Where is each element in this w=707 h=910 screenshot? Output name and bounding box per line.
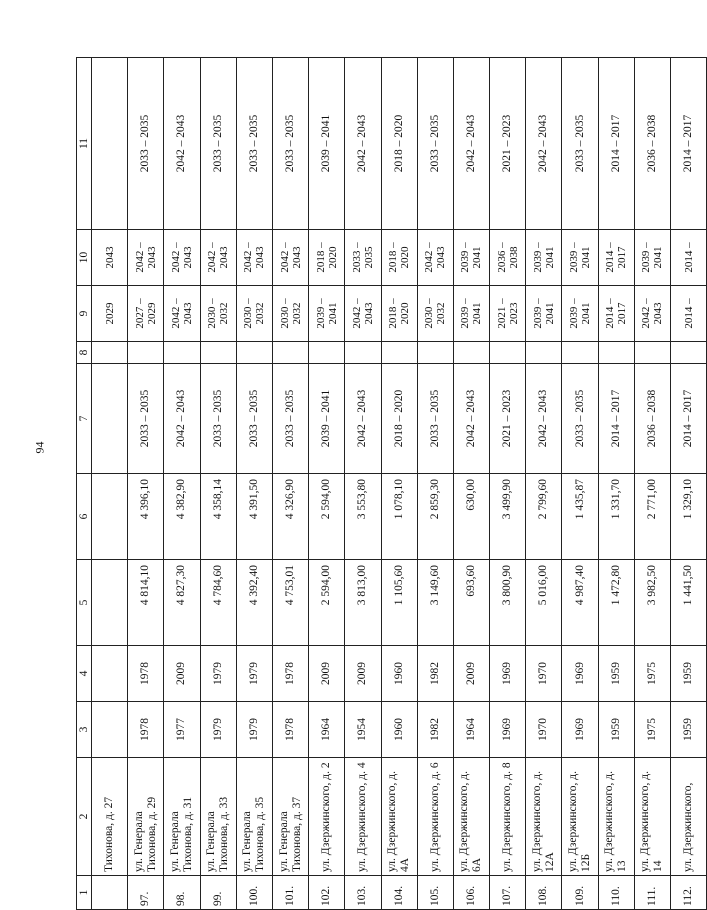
table-cell: 4 814,10: [128, 560, 164, 646]
table-cell: 1970: [526, 702, 562, 758]
table-row: [309, 58, 345, 910]
table-cell: 1979: [236, 702, 272, 758]
column-header: 3: [77, 702, 92, 758]
table-cell: 2033 – 2035: [200, 58, 236, 230]
table-row: [200, 58, 236, 910]
table-cell: 2 771,00: [634, 474, 670, 560]
housing-schedule-table: [76, 57, 707, 910]
table-cell: 2039 – 2041: [562, 286, 598, 342]
table-cell: 2030 – 2032: [272, 286, 308, 342]
table-cell: 1970: [526, 646, 562, 702]
table-cell: 1969: [490, 702, 526, 758]
table-cell: 2 594,00: [309, 474, 345, 560]
table-cell: 1975: [634, 702, 670, 758]
table-cell: 4 326,90: [272, 474, 308, 560]
table-cell: [490, 342, 526, 364]
table-cell: 2021 – 2023: [490, 286, 526, 342]
table-cell: 2033 – 2035: [236, 364, 272, 474]
table-cell: 2033 – 2035: [417, 364, 453, 474]
column-header: 6: [77, 474, 92, 560]
table-cell: 100.: [236, 876, 272, 910]
table-cell: 2018 – 2020: [309, 230, 345, 286]
table-row: [598, 58, 634, 910]
table-cell: [92, 702, 128, 758]
table-cell: 1 078,10: [381, 474, 417, 560]
table-cell: 2039 – 2041: [526, 230, 562, 286]
table-cell: 2042 – 2043: [272, 230, 308, 286]
column-header: 5: [77, 560, 92, 646]
table-cell: [272, 342, 308, 364]
table-cell: 2039 – 2041: [309, 286, 345, 342]
table-cell: 2014 – 2017: [598, 58, 634, 230]
table-cell: 2014 –: [671, 286, 707, 342]
table-cell: 107.: [490, 876, 526, 910]
table-cell: 2033 – 2035: [272, 58, 308, 230]
column-header: 8: [77, 342, 92, 364]
table-cell: 2009: [309, 646, 345, 702]
table-cell: 4 392,40: [236, 560, 272, 646]
table-cell: 2027 – 2029: [128, 286, 164, 342]
table-cell: 2009: [453, 646, 489, 702]
table-cell: 2042 – 2043: [128, 230, 164, 286]
table-cell: 2021 – 2023: [490, 58, 526, 230]
table-cell: 2042 – 2043: [634, 286, 670, 342]
table-cell: 2009: [345, 646, 381, 702]
table-cell: 2039 – 2041: [562, 230, 598, 286]
table-row: [272, 58, 308, 910]
rotated-table-container: [76, 58, 695, 910]
column-header: 7: [77, 364, 92, 474]
table-cell: 103.: [345, 876, 381, 910]
table-cell: 2039 – 2041: [309, 364, 345, 474]
table-cell: 2030 – 2032: [417, 286, 453, 342]
table-cell: 101.: [272, 876, 308, 910]
table-cell: 2 594,00: [309, 560, 345, 646]
table-cell: 5 016,00: [526, 560, 562, 646]
table-cell: [562, 342, 598, 364]
table-cell: 1978: [272, 646, 308, 702]
table-row: [164, 58, 200, 910]
table-cell: 2042 – 2043: [236, 230, 272, 286]
table-cell: [671, 342, 707, 364]
table-cell: 2036 – 2038: [490, 230, 526, 286]
table-cell: [92, 474, 128, 560]
table-cell: 2030 – 2032: [200, 286, 236, 342]
table-cell: 2039 – 2041: [309, 58, 345, 230]
table-cell: 1982: [417, 702, 453, 758]
table-cell: 3 499,90: [490, 474, 526, 560]
table-cell: 2018 – 2020: [381, 58, 417, 230]
table-cell: [92, 560, 128, 646]
table-cell: [164, 342, 200, 364]
table-cell: [634, 342, 670, 364]
table-cell: 2033 – 2035: [128, 58, 164, 230]
table-cell: 2033 – 2035: [562, 364, 598, 474]
table-cell: 630,00: [453, 474, 489, 560]
table-cell: 4 753,01: [272, 560, 308, 646]
table-cell: Тихонова, д. 27: [92, 758, 128, 876]
table-cell: 1 472,80: [598, 560, 634, 646]
table-cell: ул. Дзержинского, д. 12А: [526, 758, 562, 876]
table-cell: 2042 – 2043: [345, 364, 381, 474]
table-cell: [417, 342, 453, 364]
table-cell: [92, 58, 128, 230]
table-cell: 2014 – 2017: [598, 230, 634, 286]
table-cell: 99.: [200, 876, 236, 910]
table-cell: 1964: [453, 702, 489, 758]
table-cell: [200, 342, 236, 364]
column-header: 11: [77, 58, 92, 230]
table-cell: 2042 – 2043: [453, 58, 489, 230]
table-cell: 106.: [453, 876, 489, 910]
table-cell: 2 799,60: [526, 474, 562, 560]
table-cell: 2033 – 2035: [272, 364, 308, 474]
table-cell: 2033 – 2035: [562, 58, 598, 230]
table-cell: 2042 – 2043: [417, 230, 453, 286]
table-row: [381, 58, 417, 910]
table-cell: 1969: [562, 702, 598, 758]
table-cell: [309, 342, 345, 364]
table-cell: 98.: [164, 876, 200, 910]
table-cell: 2014 –: [671, 230, 707, 286]
table-cell: 1959: [598, 702, 634, 758]
table-cell: [92, 342, 128, 364]
table-cell: ул. Генерала Тихонова, д. 37: [272, 758, 308, 876]
table-cell: 102.: [309, 876, 345, 910]
table-cell: 2042 – 2043: [164, 286, 200, 342]
table-cell: 2014 – 2017: [598, 364, 634, 474]
table-cell: [598, 342, 634, 364]
table-cell: 109.: [562, 876, 598, 910]
table-cell: 110.: [598, 876, 634, 910]
table-cell: 2009: [164, 646, 200, 702]
table-cell: 2014 – 2017: [598, 286, 634, 342]
table-cell: 2039 – 2041: [526, 286, 562, 342]
table-row: [526, 58, 562, 910]
table-cell: 1978: [128, 646, 164, 702]
table-row: [236, 58, 272, 910]
table-cell: 112.: [671, 876, 707, 910]
table-cell: 1 441,50: [671, 560, 707, 646]
table-cell: 4 987,40: [562, 560, 598, 646]
table-cell: 1 105,60: [381, 560, 417, 646]
table-cell: 4 827,30: [164, 560, 200, 646]
table-cell: ул. Дзержинского,: [671, 758, 707, 876]
table-row: [671, 58, 707, 910]
table-cell: 104.: [381, 876, 417, 910]
table-cell: 2021 – 2023: [490, 364, 526, 474]
table-cell: 2042 – 2043: [200, 230, 236, 286]
table-row: [453, 58, 489, 910]
table-cell: 1959: [671, 646, 707, 702]
table-cell: 2018 – 2020: [381, 230, 417, 286]
table-cell: ул. Генерала Тихонова, д. 33: [200, 758, 236, 876]
table-cell: 1964: [309, 702, 345, 758]
table-cell: 4 382,90: [164, 474, 200, 560]
table-cell: ул. Генерала Тихонова, д. 29: [128, 758, 164, 876]
table-cell: 2042 – 2043: [453, 364, 489, 474]
table-cell: 4 358,14: [200, 474, 236, 560]
table-cell: 2029: [92, 286, 128, 342]
table-cell: [526, 342, 562, 364]
column-header: 4: [77, 646, 92, 702]
table-cell: 1969: [490, 646, 526, 702]
table-cell: ул. Дзержинского, д. 13: [598, 758, 634, 876]
table-cell: 693,60: [453, 560, 489, 646]
table-cell: [453, 342, 489, 364]
table-cell: 2042 – 2043: [526, 364, 562, 474]
table-cell: 3 149,60: [417, 560, 453, 646]
table-cell: 1959: [671, 702, 707, 758]
column-header: 9: [77, 286, 92, 342]
table-cell: 1977: [164, 702, 200, 758]
table-cell: 4 784,60: [200, 560, 236, 646]
table-row: [417, 58, 453, 910]
table-cell: 97.: [128, 876, 164, 910]
table-row: [92, 58, 128, 910]
table-cell: 3 800,90: [490, 560, 526, 646]
table-cell: 2014 – 2017: [671, 364, 707, 474]
table-cell: 1959: [598, 646, 634, 702]
column-header: 1: [77, 876, 92, 910]
table-cell: 2018 – 2020: [381, 286, 417, 342]
table-row: [634, 58, 670, 910]
table-cell: [381, 342, 417, 364]
table-cell: 105.: [417, 876, 453, 910]
table-cell: ул. Дзержинского, д. 4А: [381, 758, 417, 876]
table-cell: ул. Дзержинского, д. 14: [634, 758, 670, 876]
table-cell: ул. Генерала Тихонова, д. 31: [164, 758, 200, 876]
table-cell: 2042 – 2043: [164, 230, 200, 286]
table-cell: 1960: [381, 646, 417, 702]
table-cell: 4 391,50: [236, 474, 272, 560]
table-cell: 3 813,00: [345, 560, 381, 646]
table-cell: 3 553,80: [345, 474, 381, 560]
table-cell: ул. Дзержинского, д. 4: [345, 758, 381, 876]
table-cell: 1979: [236, 646, 272, 702]
table-cell: 1982: [417, 646, 453, 702]
table-cell: 1969: [562, 646, 598, 702]
table-cell: 111.: [634, 876, 670, 910]
table-cell: ул. Дзержинского, д. 12Б: [562, 758, 598, 876]
table-cell: 2042 – 2043: [345, 286, 381, 342]
table-cell: 1960: [381, 702, 417, 758]
table-cell: 1 435,87: [562, 474, 598, 560]
table-cell: [92, 876, 128, 910]
table-cell: 2042 – 2043: [164, 58, 200, 230]
table-cell: ул. Дзержинского, д. 6: [417, 758, 453, 876]
table-row: [562, 58, 598, 910]
table-cell: 4 396,10: [128, 474, 164, 560]
table-cell: 1978: [272, 702, 308, 758]
table-cell: 1979: [200, 646, 236, 702]
table-cell: 2033 – 2035: [236, 58, 272, 230]
table-cell: 2014 – 2017: [671, 58, 707, 230]
page-number: 94: [32, 441, 47, 454]
table-cell: ул. Дзержинского, д. 6А: [453, 758, 489, 876]
table-header-row: [77, 58, 92, 910]
table-cell: ул. Генерала Тихонова, д. 35: [236, 758, 272, 876]
table-row: [490, 58, 526, 910]
table-cell: 2042 – 2043: [164, 364, 200, 474]
table-cell: 2018 – 2020: [381, 364, 417, 474]
table-cell: 1979: [200, 702, 236, 758]
table-cell: 1 331,70: [598, 474, 634, 560]
table-cell: 2043: [92, 230, 128, 286]
table-cell: 2033 – 2035: [128, 364, 164, 474]
table-cell: 2036 – 2038: [634, 58, 670, 230]
table-cell: 2030 – 2032: [236, 286, 272, 342]
table-cell: [92, 364, 128, 474]
table-cell: 2036 – 2038: [634, 364, 670, 474]
table-cell: 2042 – 2043: [526, 58, 562, 230]
table-cell: 2033 – 2035: [417, 58, 453, 230]
table-cell: 1 329,10: [671, 474, 707, 560]
table-cell: 1954: [345, 702, 381, 758]
table-cell: 3 982,50: [634, 560, 670, 646]
table-cell: 1975: [634, 646, 670, 702]
table-cell: 2039 – 2041: [634, 230, 670, 286]
table-cell: 2033 – 2035: [345, 230, 381, 286]
table-cell: [128, 342, 164, 364]
table-cell: 2042 – 2043: [345, 58, 381, 230]
table-cell: [236, 342, 272, 364]
table-cell: 2039 – 2041: [453, 230, 489, 286]
table-cell: 2 859,30: [417, 474, 453, 560]
table-row: [128, 58, 164, 910]
table-cell: ул. Дзержинского, д. 2: [309, 758, 345, 876]
column-header: 10: [77, 230, 92, 286]
column-header: 2: [77, 758, 92, 876]
table-cell: 1978: [128, 702, 164, 758]
table-cell: 108.: [526, 876, 562, 910]
table-row: [345, 58, 381, 910]
table-cell: ул. Дзержинского, д. 8: [490, 758, 526, 876]
table-cell: 2039 – 2041: [453, 286, 489, 342]
table-cell: [345, 342, 381, 364]
table-cell: [92, 646, 128, 702]
table-cell: 2033 – 2035: [200, 364, 236, 474]
